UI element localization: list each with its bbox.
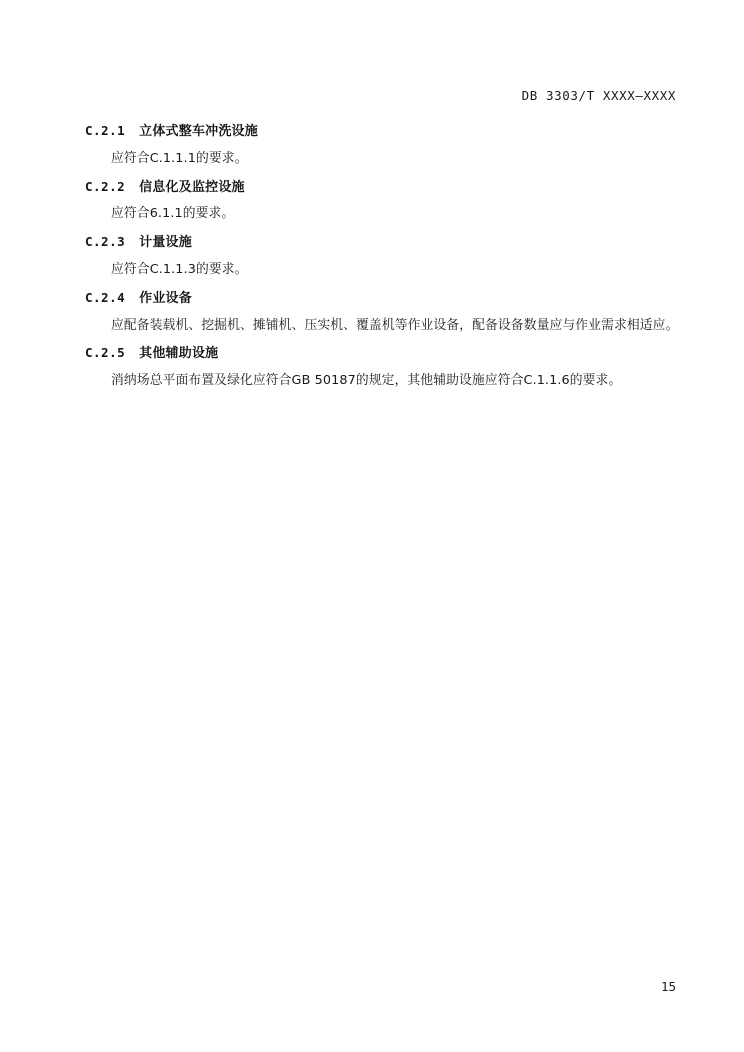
page-header: [522, 88, 676, 103]
document-content: [85, 118, 682, 396]
clause-section: [85, 174, 682, 228]
clause-number: C.2.1: [85, 123, 126, 138]
clause-title-text: 信息化及监控设施: [139, 179, 245, 195]
clause-number: C.2.4: [85, 289, 126, 305]
clause-section: [85, 340, 682, 394]
clause-section: [85, 118, 682, 172]
clause-body: 应符合C.1.1.1的要求。: [111, 150, 248, 166]
clause-heading: [85, 340, 682, 368]
clause-title-text: 计量设施: [139, 235, 192, 251]
clause-title-text: 其他辅助设施: [139, 346, 219, 362]
clause-body: 应符合6.1.1的要求。: [111, 206, 235, 222]
clause-body: 应符合C.1.1.3的要求。: [111, 262, 248, 277]
clause-body: 应配备装载机、挖掘机、摊铺机、压实机、覆盖机等作业设备，配备设备数量应与作业需求相适应。: [111, 317, 679, 333]
clause-number: C.2.2: [85, 178, 126, 194]
clause-title-text: 作业设备: [139, 290, 192, 306]
clause-title-text: 立体式整车冲洗设施: [139, 124, 258, 139]
clause-heading: [85, 174, 682, 202]
page-footer: [661, 979, 676, 994]
clause-section: [85, 229, 682, 283]
standard-code: DB 3303/T XXXX—XXXX: [521, 88, 676, 103]
clause-heading: [85, 229, 682, 257]
clause-section: [85, 285, 682, 339]
clause-heading: [85, 285, 682, 313]
page-number: 15: [660, 979, 676, 994]
clause-body: 消纳场总平面布置及绿化应符合GB 50187的规定，其他辅助设施应符合C.1.1.6的要求。: [111, 373, 622, 389]
clause-heading: [85, 118, 682, 146]
clause-number: C.2.3: [85, 234, 126, 250]
clause-number: C.2.5: [85, 345, 126, 361]
